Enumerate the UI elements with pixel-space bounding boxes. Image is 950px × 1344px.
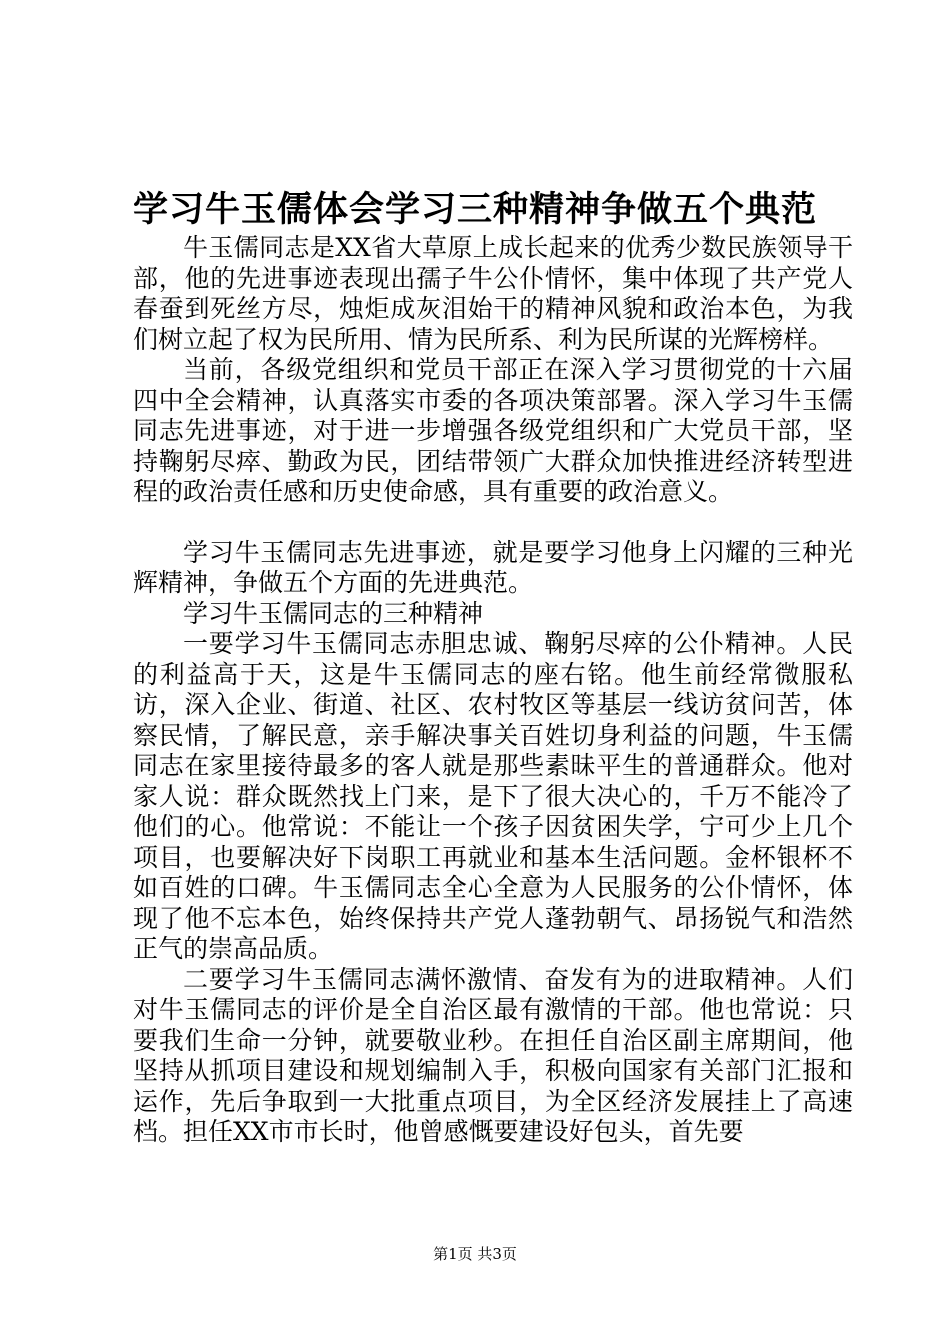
paragraph-2: 当前，各级党组织和党员干部正在深入学习贯彻党的十六届四中全会精神，认真落实市委的各项决策部署。深入学习牛玉儒同志先进事迹，对于进一步增强各级党组织和广大党员干部，坚持鞠躬尽瘁、勤政为民，团结带领广大群众加快推进经济转型进程的政治责任感和历史使命感，具有重要的政治意义。 — [133, 355, 853, 506]
document-body — [133, 233, 853, 1148]
paragraph-5: 二要学习牛玉儒同志满怀激情、奋发有为的进取精神。人们对牛玉儒同志的评价是全自治区最有激情的干部。他也常说：只要我们生命一分钟，就要敬业秒。在担任自治区副主席期间，他坚持从抓项目建设和规划编制入手，积极向国家有关部门汇报和运作，先后争取到一大批重点项目，为全区经济发展挂上了高速档。担任XX市市长时，他曾感慨要建设好包头，首先要 — [133, 964, 853, 1146]
paragraph-4: 一要学习牛玉儒同志赤胆忠诚、鞠躬尽瘁的公仆精神。人民的利益高于天，这是牛玉儒同志的座右铭。他生前经常微服私访，深入企业、街道、社区、农村牧区等基层一线访贫问苦，体察民情，了解民意，亲手解决事关百姓切身利益的问题，牛玉儒同志在家里接待最多的客人就是那些素昧平生的普通群众。他对家人说：群众既然找上门来，是下了很大决心的，千万不能冷了他们的心。他常说：不能让一个孩子因贫困失学，宁可少上几个项目，也要解决好下岗职工再就业和基本生活问题。金杯银杯不如百姓的口碑。牛玉儒同志全心全意为人民服务的公仆情怀，体现了他不忘本色，始终保持共产党人蓬勃朝气、昂扬锐气和浩然正气的崇高品质。 — [133, 629, 853, 963]
paragraph-3: 学习牛玉儒同志先进事迹，就是要学习他身上闪耀的三种光辉精神，争做五个方面的先进典范。 — [133, 537, 853, 597]
document-title: 学习牛玉儒体会学习三种精神争做五个典范 — [132, 190, 817, 230]
page-number: 第1页 共3页 — [433, 1245, 517, 1263]
section-heading: 学习牛玉儒同志的三种精神 — [183, 598, 484, 628]
paragraph-1: 牛玉儒同志是XX省大草原上成长起来的优秀少数民族领导干部，他的先进事迹表现出孺子牛公仆情怀，集中体现了共产党人春蚕到死丝方尽，烛炬成灰泪始干的精神风貌和政治本色，为我们树立起了权为民所用、情为民所系、利为民所谋的光辉榜样。 — [133, 233, 853, 354]
